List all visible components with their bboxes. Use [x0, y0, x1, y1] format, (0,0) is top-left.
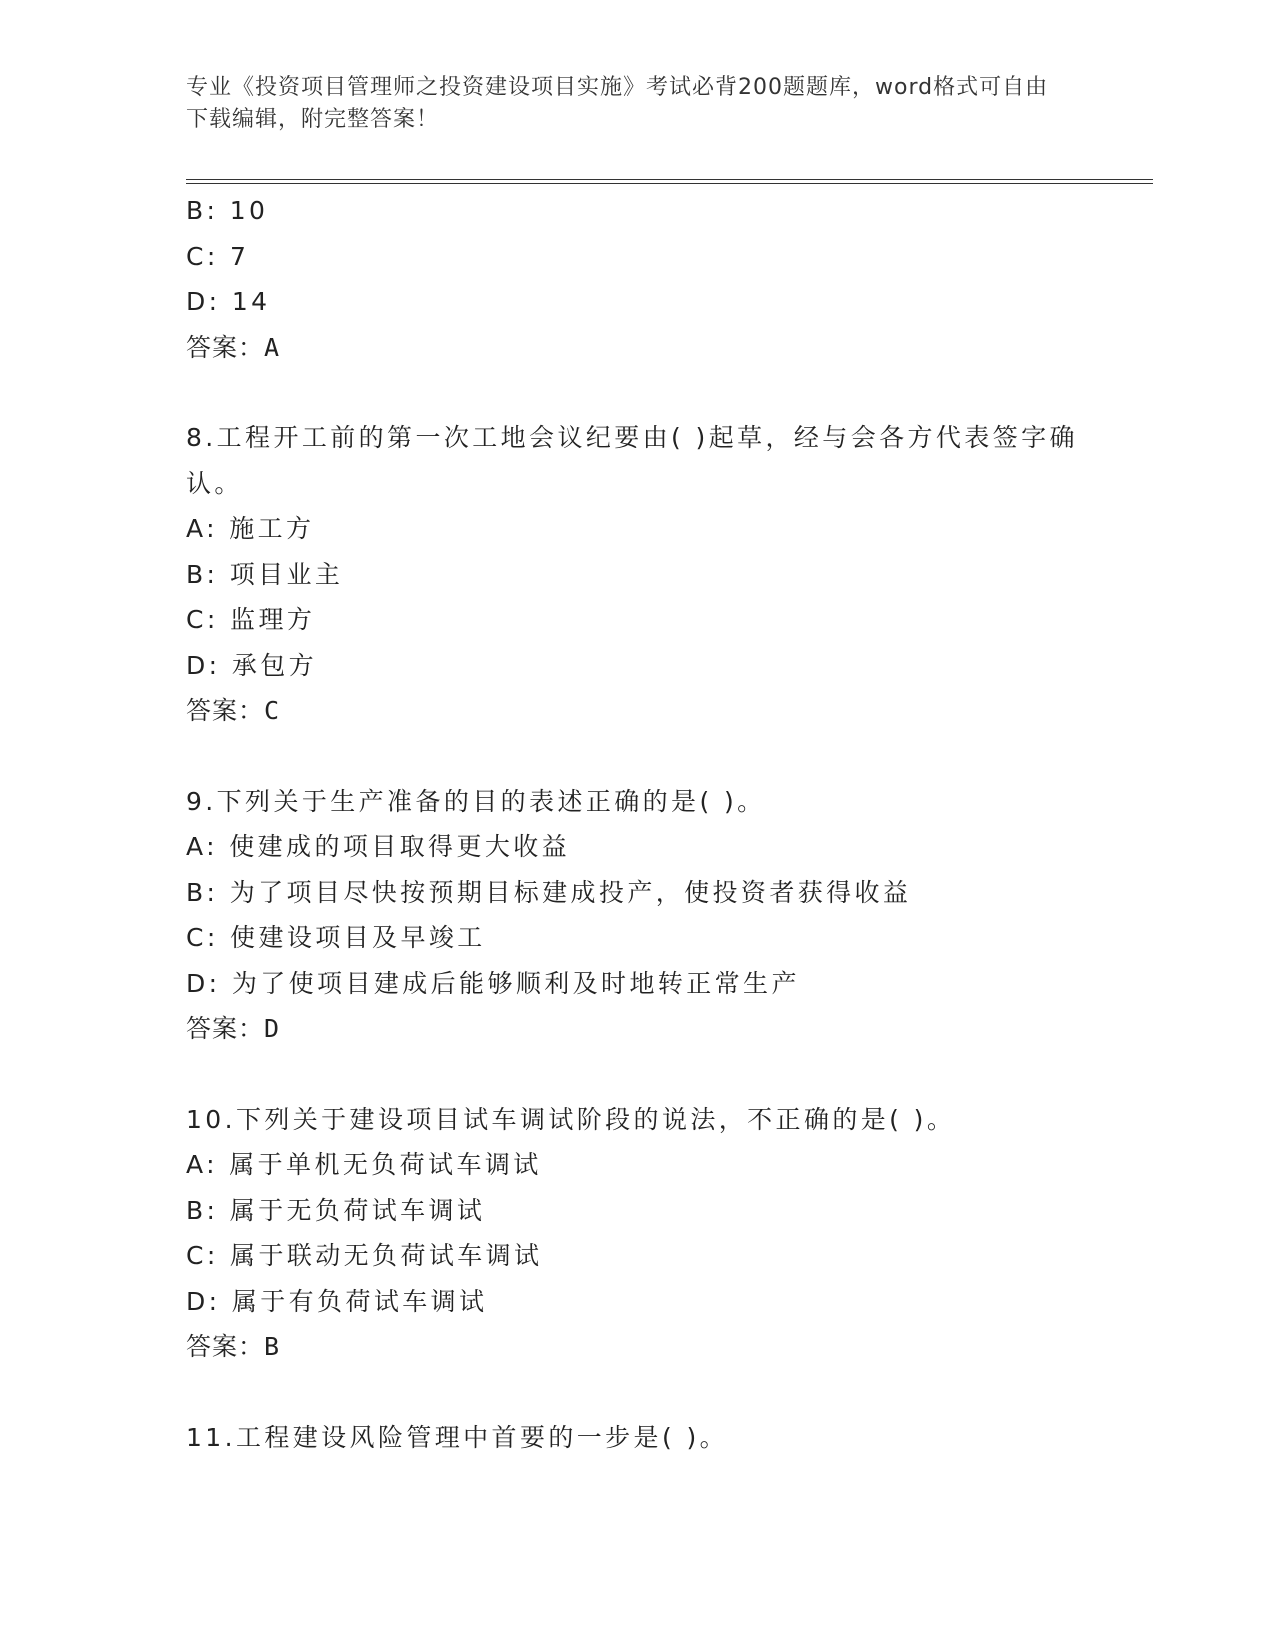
answer-line: 答案：D: [186, 1014, 281, 1043]
option-a: A: 使建成的项目取得更大收益: [186, 832, 571, 861]
answer-line: 答案：C: [186, 696, 281, 725]
option-a: A: 属于单机无负荷试车调试: [186, 1150, 542, 1179]
option-c: C: 监理方: [186, 605, 316, 634]
answer-line: 答案：B: [186, 1332, 281, 1361]
option-b: B: 10: [186, 196, 269, 225]
question-block-11: [186, 1415, 1106, 1461]
answer-line: 答案：A: [186, 332, 281, 362]
question-stem: 8.工程开工前的第一次工地会议纪要由( )起草，经与会各方代表签字确认。: [186, 423, 1078, 498]
question-stem: 9.下列关于生产准备的目的表述正确的是( )。: [186, 786, 766, 816]
header-divider-bottom: [186, 183, 1153, 184]
question-block-7-continued: [186, 188, 1106, 370]
option-c: C: 7: [186, 241, 250, 271]
question-list: [186, 188, 1106, 1460]
question-block-8: [186, 415, 1106, 734]
option-b: B: 属于无负荷试车调试: [186, 1195, 486, 1225]
option-a: A: 施工方: [186, 514, 315, 543]
question-block-10: [186, 1097, 1106, 1370]
option-b: B: 项目业主: [186, 559, 344, 589]
header-divider-top: [186, 179, 1153, 180]
option-d: D: 承包方: [186, 650, 318, 680]
question-block-9: [186, 779, 1106, 1052]
option-c: C: 使建设项目及早竣工: [186, 923, 486, 952]
question-stem: 10.下列关于建设项目试车调试阶段的说法，不正确的是( )。: [186, 1104, 956, 1134]
option-d: D: 属于有负荷试车调试: [186, 1286, 488, 1316]
document-header: 专业《投资项目管理师之投资建设项目实施》考试必背200题题库，word格式可自由下载编辑，附完整答案！: [186, 75, 1049, 132]
option-c: C: 属于联动无负荷试车调试: [186, 1241, 543, 1270]
question-stem: 11.工程建设风险管理中首要的一步是( )。: [186, 1422, 729, 1452]
option-d: D: 14: [186, 287, 271, 316]
option-b: B: 为了项目尽快按预期目标建成投产，使投资者获得收益: [186, 877, 912, 907]
option-d: D: 为了使项目建成后能够顺利及时地转正常生产: [186, 968, 800, 998]
